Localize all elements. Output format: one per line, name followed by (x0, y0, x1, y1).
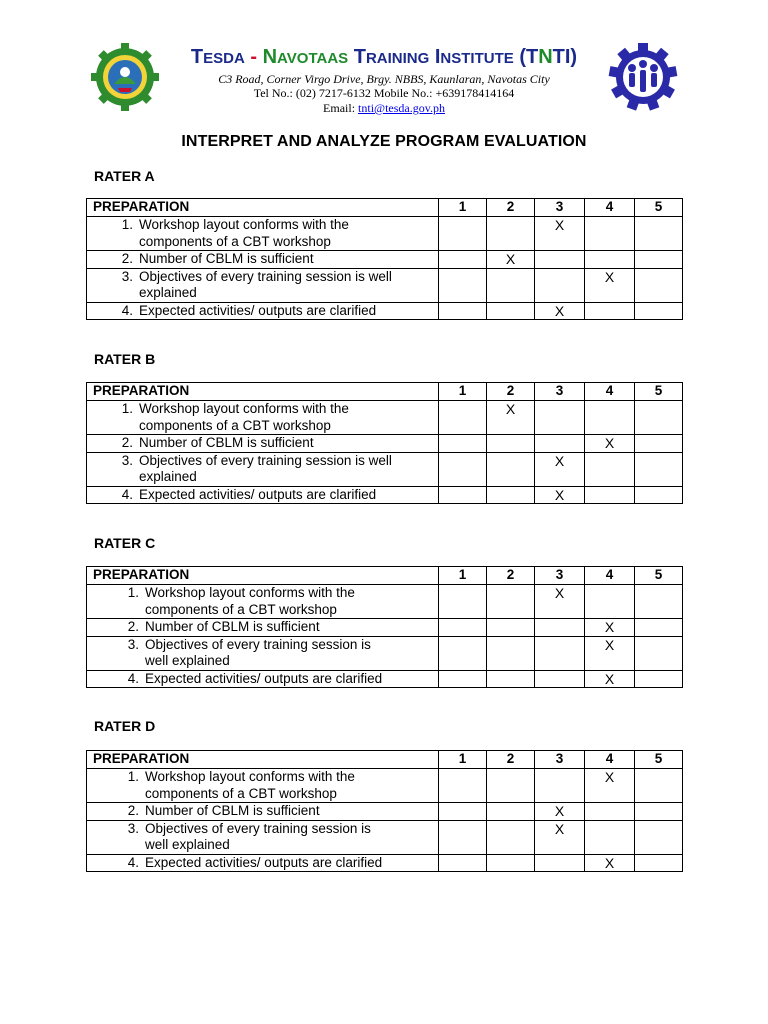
table-row (87, 401, 683, 435)
preparation-header: PREPARATION (87, 751, 439, 769)
rating-mark: X (604, 854, 615, 871)
letterhead (0, 0, 768, 124)
rating-mark: X (604, 435, 615, 451)
rating-cell-4 (585, 670, 635, 688)
rating-cell-5 (635, 854, 683, 872)
criterion-text-line: Number of CBLM is sufficient (139, 435, 314, 450)
rater-c-table (86, 566, 683, 688)
rating-cell-3 (535, 803, 585, 821)
rater-b-heading: RATER B (94, 351, 156, 367)
document-title: INTERPRET AND ANALYZE PROGRAM EVALUATION (181, 133, 587, 150)
rating-cell-3 (535, 769, 585, 803)
scale-header-3: 3 (535, 567, 585, 585)
preparation-header: PREPARATION (87, 383, 439, 401)
rating-cell-2 (487, 302, 535, 320)
scale-header-4: 4 (585, 199, 635, 217)
table-row (87, 803, 683, 821)
rating-cell-5 (635, 401, 683, 435)
rater-c-heading: RATER C (94, 535, 156, 551)
criterion-number: 1. (121, 401, 133, 416)
rating-cell-3 (535, 636, 585, 670)
org-name-segment: AVOTAAS (277, 50, 349, 67)
rating-cell-3 (535, 401, 585, 435)
rating-cell-3 (535, 217, 585, 251)
table-row (87, 486, 683, 504)
rating-cell-3 (535, 268, 585, 302)
criterion-number: 3. (127, 636, 139, 652)
rating-cell-4 (585, 585, 635, 619)
rating-cell-1 (439, 585, 487, 619)
navotas-training-institute-seal-logo (90, 42, 160, 112)
rating-mark: X (554, 452, 565, 469)
email-line (160, 101, 608, 116)
criterion-number: 3. (127, 820, 139, 836)
org-name-segment: N (262, 46, 278, 68)
rating-cell-5 (635, 636, 683, 670)
criterion-text-line: explained (139, 285, 197, 300)
criterion-cell (87, 619, 439, 637)
email-label: Email: (323, 101, 359, 115)
criterion-number: 1. (127, 769, 139, 784)
tesda-gear-logo (608, 42, 678, 112)
table-row (87, 435, 683, 453)
criterion-number: 4. (127, 670, 139, 686)
criterion-text-line: Workshop layout conforms with the (145, 769, 355, 784)
org-name-segment: TI) (552, 46, 578, 68)
rating-mark: X (505, 251, 516, 267)
criterion-text-line: Expected activities/ outputs are clarified (145, 670, 383, 686)
table-row (87, 217, 683, 251)
rating-cell-3 (535, 452, 585, 486)
rating-cell-2 (487, 452, 535, 486)
rating-cell-5 (635, 820, 683, 854)
rating-cell-1 (439, 803, 487, 821)
rating-cell-4 (585, 486, 635, 504)
org-name-segment: T (348, 46, 366, 68)
criterion-text-line: Objectives of every training session is (145, 636, 371, 652)
rating-mark: X (554, 820, 565, 837)
rater-d-heading: RATER D (94, 718, 156, 734)
rating-cell-4 (585, 401, 635, 435)
table-row (87, 619, 683, 637)
criterion-cell (87, 820, 439, 854)
criterion-number: 1. (127, 585, 139, 600)
criterion-text-line: components of a CBT workshop (139, 233, 331, 249)
rating-cell-3 (535, 820, 585, 854)
rating-mark: X (554, 585, 565, 601)
rating-mark: X (554, 217, 565, 233)
criterion-cell (87, 268, 439, 302)
rating-cell-3 (535, 486, 585, 504)
rating-cell-2 (487, 486, 535, 504)
criterion-number: 2. (121, 435, 133, 450)
criterion-cell (87, 854, 439, 872)
rating-cell-1 (439, 302, 487, 320)
org-name-segment: (T (513, 46, 539, 68)
rating-cell-5 (635, 619, 683, 637)
criterion-number: 2. (121, 251, 133, 266)
table-header-row (87, 751, 683, 769)
org-name-segment: NSTITUTE (440, 50, 514, 67)
rating-cell-2 (487, 769, 535, 803)
scale-header-4: 4 (585, 383, 635, 401)
rater-a-heading: RATER A (94, 168, 155, 184)
rating-cell-5 (635, 585, 683, 619)
criterion-cell (87, 636, 439, 670)
rating-cell-4 (585, 302, 635, 320)
criterion-cell (87, 486, 439, 504)
criterion-cell (87, 435, 439, 453)
table-row (87, 820, 683, 854)
criterion-number: 3. (121, 268, 133, 284)
email-link[interactable]: tnti@tesda.gov.ph (358, 101, 445, 115)
rating-cell-1 (439, 452, 487, 486)
rating-mark: X (554, 302, 565, 319)
scale-header-4: 4 (585, 567, 635, 585)
criterion-text-line: components of a CBT workshop (145, 785, 337, 801)
criterion-text-line: components of a CBT workshop (145, 601, 337, 617)
rating-cell-4 (585, 217, 635, 251)
preparation-header: PREPARATION (87, 199, 439, 217)
scale-header-2: 2 (487, 567, 535, 585)
table-header-row (87, 567, 683, 585)
rater-a-table (86, 198, 683, 320)
criterion-cell (87, 803, 439, 821)
organization-name (160, 46, 608, 69)
address-line: C3 Road, Corner Virgo Drive, Brgy. NBBS, Kaunlaran, Navotas City (218, 72, 550, 86)
rating-cell-3 (535, 670, 585, 688)
rating-cell-5 (635, 803, 683, 821)
criterion-text-line: Number of CBLM is sufficient (145, 619, 320, 634)
criterion-text-line: Number of CBLM is sufficient (139, 251, 314, 266)
rating-cell-4 (585, 435, 635, 453)
rating-cell-3 (535, 585, 585, 619)
org-name-segment: I (429, 46, 441, 68)
rating-mark: X (554, 803, 565, 819)
rating-cell-4 (585, 636, 635, 670)
scale-header-3: 3 (535, 199, 585, 217)
rating-cell-2 (487, 401, 535, 435)
rating-cell-5 (635, 217, 683, 251)
preparation-header: PREPARATION (87, 567, 439, 585)
rating-cell-5 (635, 486, 683, 504)
rating-mark: X (604, 619, 615, 635)
rating-cell-2 (487, 268, 535, 302)
rating-cell-5 (635, 268, 683, 302)
criterion-text-line: Expected activities/ outputs are clarified (145, 854, 383, 870)
rating-cell-1 (439, 670, 487, 688)
criterion-number: 3. (121, 452, 133, 468)
criterion-text-line: well explained (145, 837, 230, 852)
rating-cell-1 (439, 251, 487, 269)
org-name-segment: RAINING (365, 50, 430, 67)
criterion-text-line: Workshop layout conforms with the (145, 585, 355, 600)
rating-cell-2 (487, 217, 535, 251)
rating-cell-2 (487, 585, 535, 619)
rating-cell-5 (635, 251, 683, 269)
scale-header-5: 5 (635, 751, 683, 769)
rating-cell-5 (635, 452, 683, 486)
rating-cell-1 (439, 619, 487, 637)
rating-cell-2 (487, 670, 535, 688)
rating-cell-4 (585, 452, 635, 486)
org-name-segment: T (190, 46, 204, 68)
rating-cell-5 (635, 769, 683, 803)
criterion-cell (87, 251, 439, 269)
rating-mark: X (505, 401, 516, 417)
rating-cell-1 (439, 820, 487, 854)
scale-header-5: 5 (635, 383, 683, 401)
criterion-number: 4. (121, 302, 133, 318)
criterion-number: 2. (127, 619, 139, 634)
rating-cell-2 (487, 619, 535, 637)
rating-cell-1 (439, 401, 487, 435)
rating-cell-5 (635, 302, 683, 320)
rating-cell-4 (585, 251, 635, 269)
scale-header-2: 2 (487, 383, 535, 401)
rating-cell-3 (535, 251, 585, 269)
scale-header-1: 1 (439, 199, 487, 217)
scale-header-3: 3 (535, 383, 585, 401)
criterion-text-line: Number of CBLM is sufficient (145, 803, 320, 818)
scale-header-1: 1 (439, 751, 487, 769)
criterion-text-line: components of a CBT workshop (139, 417, 331, 433)
rating-cell-1 (439, 854, 487, 872)
rating-cell-1 (439, 636, 487, 670)
rating-cell-2 (487, 820, 535, 854)
rating-mark: X (604, 268, 615, 285)
rater-d-table (86, 750, 683, 872)
scale-header-3: 3 (535, 751, 585, 769)
criterion-number: 4. (127, 854, 139, 870)
scale-header-2: 2 (487, 199, 535, 217)
table-row (87, 854, 683, 872)
rating-cell-4 (585, 619, 635, 637)
rating-mark: X (604, 636, 615, 653)
criterion-cell (87, 452, 439, 486)
table-row (87, 769, 683, 803)
criterion-cell (87, 401, 439, 435)
rating-cell-3 (535, 435, 585, 453)
scale-header-2: 2 (487, 751, 535, 769)
rating-cell-4 (585, 820, 635, 854)
scale-header-1: 1 (439, 383, 487, 401)
table-row (87, 302, 683, 320)
telephone-line: Tel No.: (02) 7217-6132 Mobile No.: +639178414164 (253, 86, 515, 100)
rating-cell-5 (635, 670, 683, 688)
table-row (87, 670, 683, 688)
rating-cell-2 (487, 435, 535, 453)
criterion-text-line: Expected activities/ outputs are clarified (139, 302, 377, 318)
rating-mark: X (554, 486, 565, 503)
criterion-cell (87, 585, 439, 619)
criterion-cell (87, 217, 439, 251)
criterion-number: 4. (121, 486, 133, 502)
rating-cell-4 (585, 803, 635, 821)
criterion-text-line: Workshop layout conforms with the (139, 401, 349, 416)
scale-header-4: 4 (585, 751, 635, 769)
rating-cell-1 (439, 217, 487, 251)
rating-cell-3 (535, 854, 585, 872)
rating-mark: X (604, 769, 615, 785)
rating-cell-1 (439, 268, 487, 302)
rating-cell-2 (487, 803, 535, 821)
criterion-cell (87, 302, 439, 320)
rating-cell-4 (585, 854, 635, 872)
rating-cell-2 (487, 251, 535, 269)
criterion-text-line: Workshop layout conforms with the (139, 217, 349, 232)
criterion-cell (87, 769, 439, 803)
table-row (87, 636, 683, 670)
rater-b-table (86, 382, 683, 504)
rating-cell-2 (487, 854, 535, 872)
criterion-text-line: Objectives of every training session is well (139, 268, 392, 284)
table-row (87, 268, 683, 302)
criterion-text-line: Expected activities/ outputs are clarified (139, 486, 377, 502)
table-row (87, 452, 683, 486)
criterion-number: 2. (127, 803, 139, 818)
rating-cell-1 (439, 435, 487, 453)
criterion-cell (87, 670, 439, 688)
criterion-text-line: well explained (145, 653, 230, 668)
table-row (87, 585, 683, 619)
rating-cell-4 (585, 769, 635, 803)
rating-cell-2 (487, 636, 535, 670)
org-name-segment: - (244, 46, 263, 68)
table-row (87, 251, 683, 269)
criterion-number: 1. (121, 217, 133, 232)
rating-cell-3 (535, 302, 585, 320)
org-name-segment: ESDA (203, 50, 245, 67)
scale-header-1: 1 (439, 567, 487, 585)
table-header-row (87, 383, 683, 401)
scale-header-5: 5 (635, 567, 683, 585)
criterion-text-line: Objectives of every training session is well (139, 452, 392, 468)
rating-cell-3 (535, 619, 585, 637)
rating-cell-5 (635, 435, 683, 453)
criterion-text-line: explained (139, 469, 197, 484)
org-name-segment: N (538, 46, 553, 68)
rating-cell-1 (439, 486, 487, 504)
rating-mark: X (604, 670, 615, 687)
table-header-row (87, 199, 683, 217)
rating-cell-1 (439, 769, 487, 803)
criterion-text-line: Objectives of every training session is (145, 820, 371, 836)
scale-header-5: 5 (635, 199, 683, 217)
rating-cell-4 (585, 268, 635, 302)
